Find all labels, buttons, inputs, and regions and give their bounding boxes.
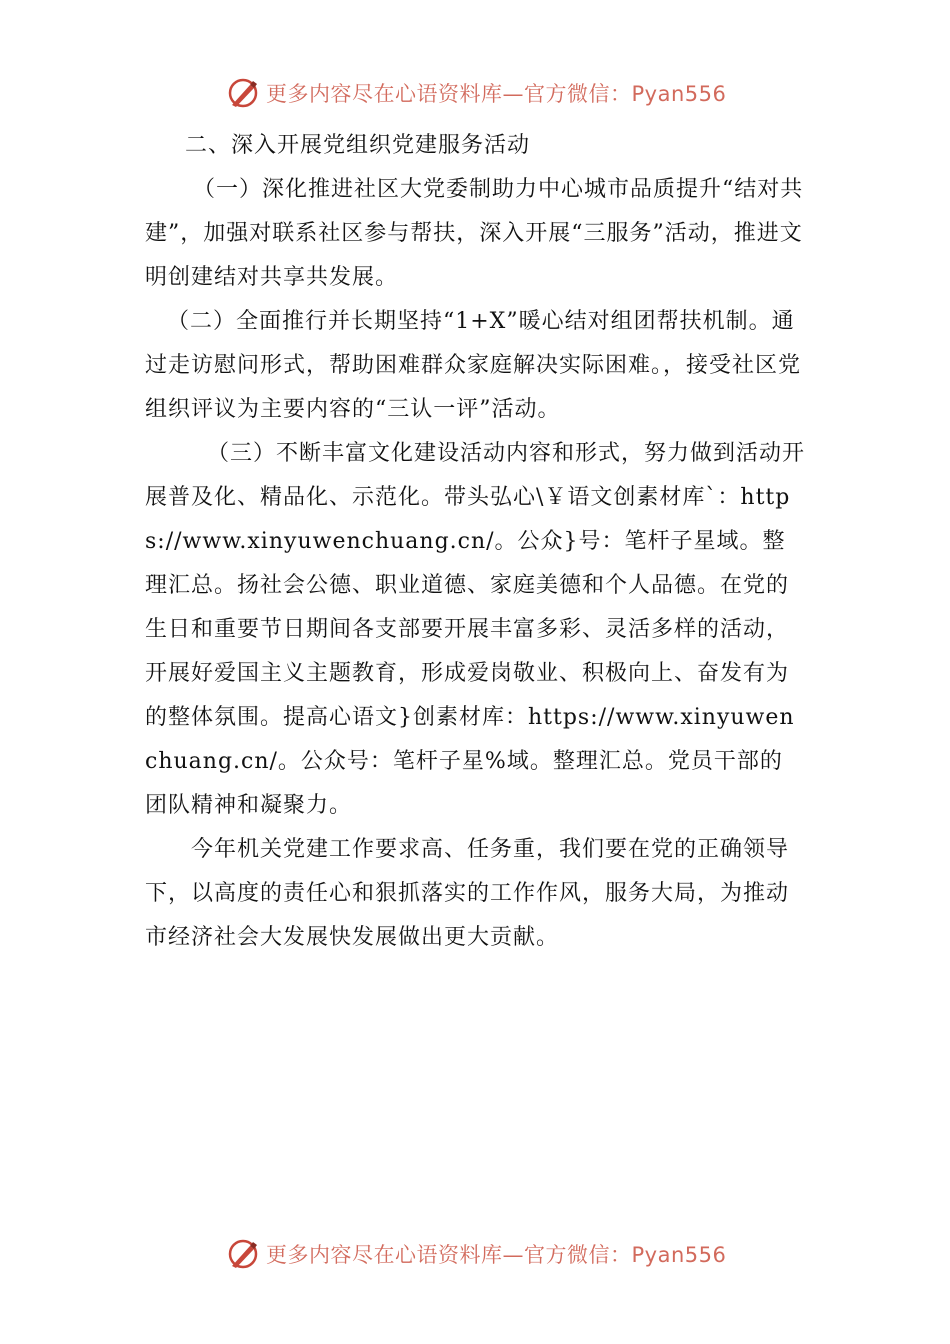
header-banner	[226, 75, 726, 111]
banner-text: 更多内容尽在心语资料库—官方微信：Pyan556	[266, 82, 727, 106]
pen-in-circle-logo-icon	[226, 76, 260, 110]
banner-text: 更多内容尽在心语资料库—官方微信：Pyan556	[266, 1243, 727, 1267]
section-title: 二、深入开展党组织党建服务活动	[185, 133, 531, 158]
document-body	[145, 124, 805, 960]
paragraph: （二）全面推行并长期坚持“1+X”暖心结对组团帮扶机制。通过走访慰问形式，帮助困难群众家庭解决实际困难。，接受社区党组织评议为主要内容的“三认一评”活动。	[145, 309, 802, 422]
paragraph: 今年机关党建工作要求高、任务重，我们要在党的正确领导下，以高度的责任心和狠抓落实的工作作风，服务大局，为推动市经济社会大发展快发展做出更大贡献。	[145, 837, 790, 950]
paragraph: （一）深化推进社区大党委制助力中心城市品质提升“结对共建”，加强对联系社区参与帮扶，深入开展“三服务”活动，推进文明创建结对共享共发展。	[145, 177, 804, 290]
pen-in-circle-logo-icon	[226, 1237, 260, 1271]
footer-banner	[226, 1236, 726, 1272]
paragraph: （三）不断丰富文化建设活动内容和形式，努力做到活动开展普及化、精品化、示范化。带头弘心\￥语文创素材库`：https://www.xinyuwenchuang.cn/。公众}号：笔杆子星域。整理汇总。扬社会公德、职业道德、家庭美德和个人品德。在党的生日和重要节日期间各支部要开展丰富多彩、灵活多样的活动，开展好爱国主义主题教育，形成爱岗敬业、积极向上、奋发有为的整体氛围。提高心语文}创素材库：https://www.xinyuwenchuang.cn/。公众号：笔杆子星%域。整理汇总。党员干部的团队精神和凝聚力。	[145, 441, 806, 818]
